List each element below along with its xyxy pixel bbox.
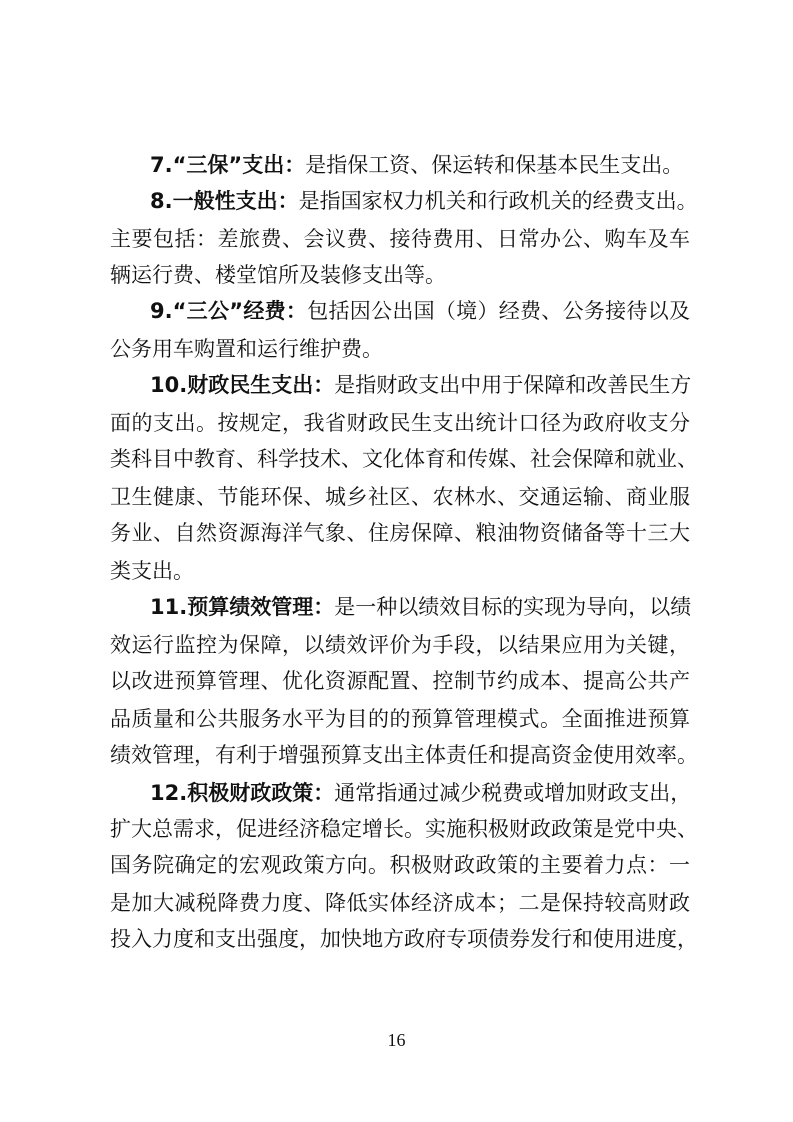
paragraph-12-line-1: 12.积极财政政策：通常指通过减少税费或增加财政支出， — [150, 781, 692, 805]
paragraph-11-line-1: 11.预算绩效管理：是一种以绩效目标的实现为导向，以绩 — [150, 595, 692, 619]
paragraph-11-line-4: 品质量和公共服务水平为目的的预算管理模式。全面推进预算 — [110, 707, 690, 731]
term-7: 7.“三保”支出： — [150, 153, 306, 177]
page-number: 16 — [387, 1030, 406, 1050]
paragraph-10-line-4: 卫生健康、节能环保、城乡社区、农林水、交通运输、商业服 — [110, 485, 690, 509]
paragraph-10-line-1: 10.财政民生支出：是指财政支出中用于保障和改善民生方 — [150, 373, 692, 397]
paragraph-7-line-1: 7.“三保”支出：是指保工资、保运转和保基本民生支出。 — [150, 153, 684, 177]
paragraph-10-line-2: 面的支出。按规定，我省财政民生支出统计口径为政府收支分 — [110, 411, 690, 435]
term-12: 12.积极财政政策： — [150, 781, 335, 805]
paragraph-10-line-3: 类科目中教育、科学技术、文化体育和传媒、社会保障和就业、 — [110, 447, 698, 471]
term-8: 8.一般性支出： — [150, 189, 299, 213]
paragraph-8-line-1: 8.一般性支出：是指国家权力机关和行政机关的经费支出。 — [150, 189, 698, 213]
term-10: 10.财政民生支出： — [150, 373, 335, 397]
paragraph-11-line-5: 绩效管理，有利于增强预算支出主体责任和提高资金使用效率。 — [110, 743, 698, 767]
paragraph-12-line-2: 扩大总需求，促进经济稳定增长。实施积极财政政策是党中央、 — [110, 817, 698, 841]
term-9: 9.“三公”经费： — [150, 299, 308, 323]
paragraph-12-line-4: 是加大减税降费力度、降低实体经济成本；二是保持较高财政 — [110, 891, 690, 915]
term-11: 11.预算绩效管理： — [150, 595, 335, 619]
paragraph-10-line-5: 务业、自然资源海洋气象、住房保障、粮油物资储备等十三大 — [110, 521, 690, 545]
paragraph-8-line-3: 辆运行费、楼堂馆所及装修支出等。 — [110, 263, 446, 287]
paragraph-8-line-2: 主要包括：差旅费、会议费、接待费用、日常办公、购车及车 — [110, 227, 690, 251]
paragraph-12-line-3: 国务院确定的宏观政策方向。积极财政政策的主要着力点：一 — [110, 853, 690, 877]
paragraph-11-line-3: 以改进预算管理、优化资源配置、控制节约成本、提高公共产 — [110, 669, 690, 693]
paragraph-12-line-5: 投入力度和支出强度，加快地方政府专项债券发行和使用进度， — [110, 927, 698, 951]
paragraph-11-line-2: 效运行监控为保障，以绩效评价为手段，以结果应用为关键， — [110, 633, 690, 657]
paragraph-9-line-2: 公务用车购置和运行维护费。 — [110, 337, 383, 361]
paragraph-9-line-1: 9.“三公”经费：包括因公出国（境）经费、公务接待以及 — [150, 299, 691, 323]
paragraph-10-line-6: 类支出。 — [110, 559, 194, 583]
